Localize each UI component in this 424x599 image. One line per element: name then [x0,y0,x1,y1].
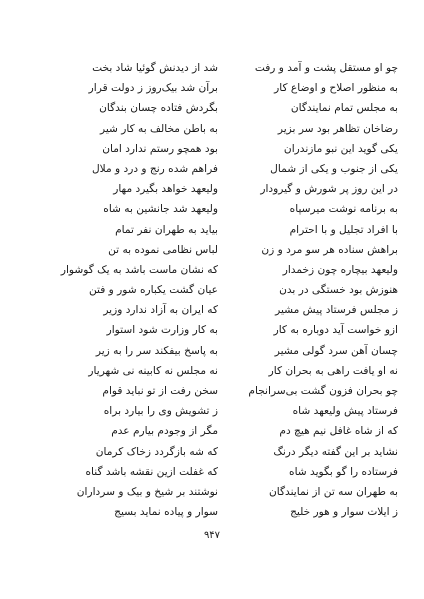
verse-line: فرستاده را گو بگوید شاه [289,465,398,478]
verse-line: ولیعهد شد جانشین به شاه [103,203,218,216]
verse-line: عیان گشت یکباره شور و فتن [88,284,218,297]
verse-line: چو او مستقل پشت و آمد و رفت [254,62,398,74]
verse-line: به طهران سه تن از نمایندگان [268,485,398,498]
verse-line: به کار وزارت شود استوار [106,324,218,337]
verse-line: نه او یافت راهی به بحران کار [268,364,398,377]
verse-line: ولیعهد بیچاره چون زخمدار [282,263,398,276]
verse-line: با افراد تجلیل و با احترام [289,223,398,236]
verse-line: در این روز پر شورش و گیرودار [260,183,398,196]
verse-line: ز ایلات سوار و هور خلیج [290,506,398,519]
verse-line: ز مجلس فرستاد پیش مشیر [275,304,398,317]
verse-line: چو بحران فزون گشت بی‌سرانجام [248,385,398,397]
verse-line: یکی از جنوب و یکی از شمال [270,162,398,175]
verse-line: بگردش فتاده چسان بندگان [99,102,218,115]
verse-line: به پاسخ بیفکند سر را به زیر [95,344,218,357]
verse-line: یکی گوید این نبو مازندران [283,142,398,155]
verse-line: نه مجلس نه کابینه نی شهریار [88,364,218,377]
page-number: ۹۴۷ [203,530,221,541]
verse-line: به باطن مخالف به کار شیر [99,122,218,135]
verse-line: که غفلت ازین نقشه باشد گناه [85,465,218,478]
verse-line: به منظور اصلاح و اوضاع کار [274,82,398,95]
verse-line: بیاید به طهران نفر تمام [115,223,218,236]
verse-line: به برنامه نوشت میرسپاه [289,203,398,216]
verse-line: که نشان ماست باشد به یک گوشوار [60,263,218,276]
verse-line: ازو خواست آید دوباره به کار [273,324,398,337]
verse-line: که ایران به آزاد ندارد وزیر [103,304,218,317]
verse-line: فراهم شده رنج و درد و ملال [91,162,218,175]
verse-line: که شه بازگردد زخاک کرمان [95,445,218,458]
verse-line: که از شاه غافل نیم هیچ دم [279,425,398,438]
verse-line: نوشتند بر شیخ و بیک و سرداران [76,485,218,498]
poem-left-column [53,58,218,522]
verse-line: براهش سناده هر سو مرد و زن [261,243,398,256]
verse-line: رضاخان تظاهر بود سر بزیر [277,122,398,135]
verse-line: لباس نظامی نموده به تن [108,243,218,256]
verse-line: بود همچو رستم ندارد امان [102,142,218,155]
verse-line: هنوزش بود خستگی در بدن [279,284,398,297]
verse-line: به مجلس تمام نمایندگان [290,102,398,115]
verse-line: برآن شد بیک‌روز ز دولت قرار [88,82,218,95]
verse-line: نشاید بر این گفته دیگر درنگ [273,445,398,458]
verse-line: ز تشویش وی را بیارد براه [103,405,218,418]
verse-line: شد از دیدنش گوئیا شاد بخت [92,62,218,74]
verse-line: ولیعهد خواهد بگیرد مهار [113,183,218,196]
verse-line: سوار و پیاده نماید بسیج [114,506,218,519]
verse-line: مگر از وجودم بیارم عدم [111,425,218,438]
verse-line: چسان آهن سرد گولی مشیر [274,344,398,357]
verse-line: سخن رفت از تو نباید قوام [102,385,218,397]
poem-right-column [233,58,398,522]
verse-line: فرستاد پیش ولیعهد شاه [292,405,398,418]
